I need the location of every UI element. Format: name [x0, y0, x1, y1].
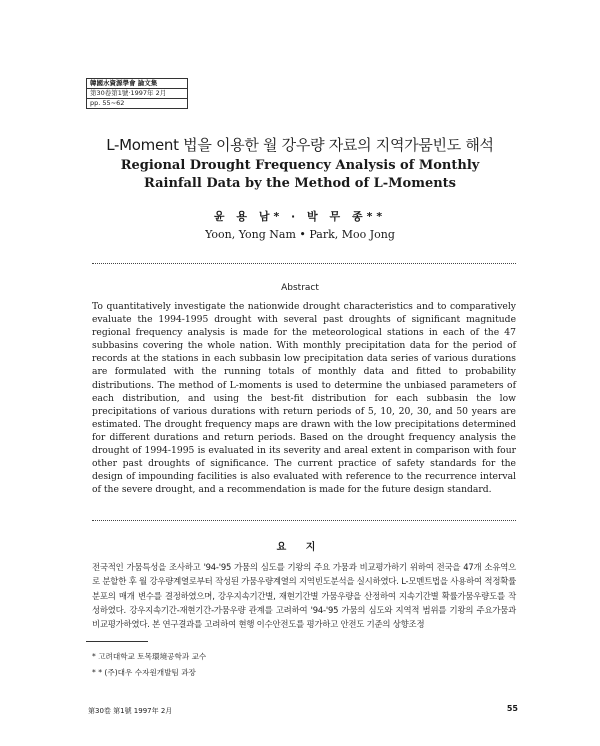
- page-number: 55: [506, 704, 518, 713]
- title-english-line-1: Regional Drought Frequency Analysis of Monthly: [120, 158, 480, 173]
- journal-info-box: [86, 78, 188, 109]
- dotted-divider-top: [92, 263, 516, 264]
- footnote-1: * 고려대학교 토목環境공학과 교수: [92, 652, 207, 661]
- journal-name: 韓國水資源學會 論文集: [87, 79, 187, 89]
- journal-pages: pp. 55∼62: [90, 99, 125, 107]
- authors-english: Yoon, Yong Nam • Park, Moo Jong: [205, 228, 395, 241]
- footer-issue: 第30卷 第1號 1997年 2月: [88, 707, 173, 715]
- abstract-text: To quantitatively investigate the nationwide drought characteristics and to comparatively evaluate the 1994-1995 drought with several past droughts of significant magnitude regional frequency analysis is made for the meteorological stations in each of the 47 subbasins covering the whole nation. With monthly precipitation data for the period of records at the stations in each subbasin low precipitation data series of various durations are formulated with the running totals of monthly data and fitted to probability distributions. The method of L-moments is used to determine the unbiased parameters of each distribution, and using the best-fit distribution for each subbasin the low precipitations of various durations with return periods of 5, 10, 20, 30, and 50 years are estimated. The drought frequency maps are drawn with the low precipitations determined for different durations and return periods. Based on the drought frequency analysis the drought of 1994-1995 is evaluated in its severity and areal extent in comparison with four other past droughts of significance. The current practice of safety standards for the design of impounding facilities is also evaluated with reference to the recurrence interval of the severe drought, and a recommendation is made for the future design standard.: [92, 301, 516, 496]
- summary-heading: 요 지: [276, 542, 324, 553]
- dotted-divider-bottom: [92, 520, 516, 521]
- footnote-rule: [86, 641, 148, 642]
- title-korean: L-Moment 법을 이용한 월 강우량 자료의 지역가뭄빈도 해석: [106, 136, 494, 154]
- footnote-2: * * (주)대우 수자원개발팀 과장: [92, 668, 196, 677]
- authors-korean: 윤 용 남* · 박 무 종**: [213, 210, 387, 223]
- title-english: [0, 157, 600, 193]
- summary-text: 전국적인 가뭄특성을 조사하고 '94-'95 가뭄의 심도를 기왕의 주요 가뭄과 비교평가하기 위하여 전국을 47개 소유역으로 분할한 후 월 강우량계열로부터 작성된 가뭄우량계열의 지역빈도분석을 실시하였다. L-모멘트법을 사용하여 적정확률분포의 매개 변수를 결정하였으며, 강우지속기간별, 재현기간별 가뭄우량을 산정하여 지속기간별 확률가뭄우량도를 작성하였다. 강우지속기간-재현기간-가뭄우량 관계를 고려하여 '94-'95 가뭄의 심도와 지역적 범위를 기왕의 주요가뭄과 비교평가하였다. 본 연구결과를 고려하여 현행 이수안전도를 평가하고 안전도 기준의 상향조정: [92, 562, 516, 630]
- abstract-heading: Abstract: [281, 283, 319, 293]
- journal-volume: 第30卷第1號·1997年 2月: [87, 89, 187, 99]
- title-english-line-2: Rainfall Data by the Method of L-Moments: [144, 176, 456, 191]
